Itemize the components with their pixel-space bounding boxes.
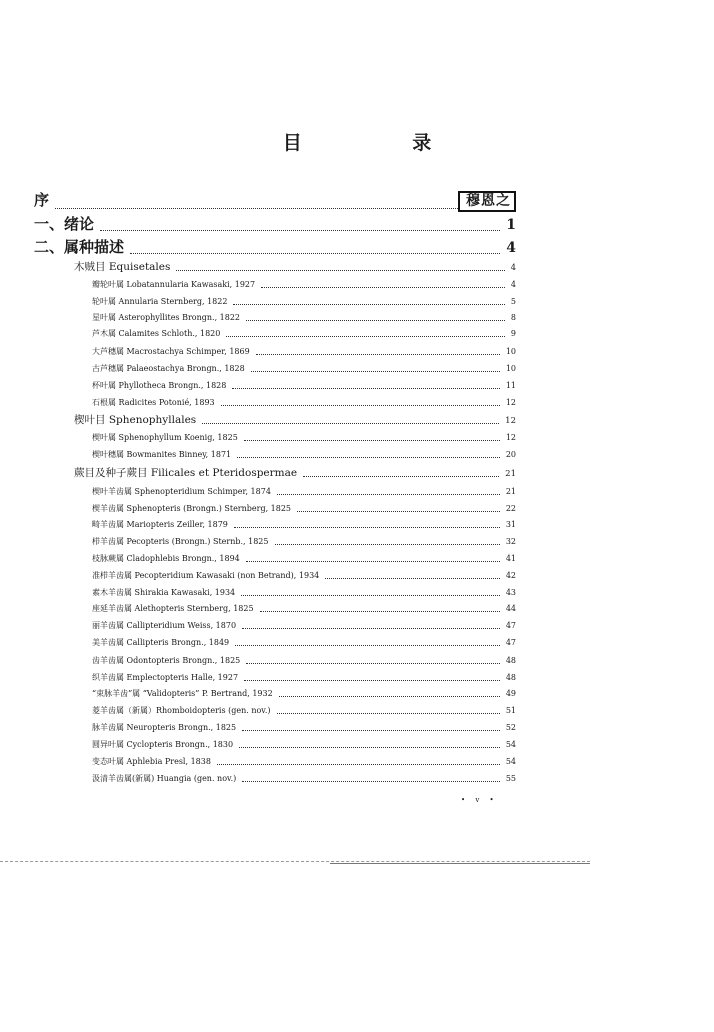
toc-label: 齿羊齿属 Odontopteris Brongn., 1825 <box>92 656 241 665</box>
toc-label: 木贼目 Equisetales <box>74 261 171 273</box>
toc-entry-genus[interactable] <box>92 312 516 323</box>
toc-page-number: 4 <box>506 240 516 256</box>
dot-leader <box>246 553 500 562</box>
toc-page-number: 10 <box>505 364 516 373</box>
dot-leader <box>202 413 499 425</box>
toc-entry-order[interactable] <box>74 259 516 274</box>
dot-leader <box>239 739 500 748</box>
toc-page-number: 10 <box>505 347 516 356</box>
dot-leader <box>251 363 500 372</box>
toc-label: 一、绪论 <box>34 215 95 233</box>
toc-entry-genus[interactable] <box>92 363 516 374</box>
toc-entry-genus[interactable] <box>92 486 516 497</box>
toc-label: 楔叶穗属 Bowmanites Binney, 1871 <box>92 450 232 459</box>
preface-author: 穆恩之 <box>458 191 516 212</box>
toc-label: 石根属 Radicites Potonié, 1893 <box>92 398 215 407</box>
scan-edge-line <box>0 861 590 862</box>
toc-label: 菱羊齿属（新属）Rhomboidopteris (gen. nov.) <box>92 706 271 715</box>
dot-leader <box>275 536 500 545</box>
toc-label: 杯叶属 Phyllotheca Brongn., 1828 <box>92 381 227 390</box>
toc-page-number: 31 <box>505 520 516 529</box>
toc-page-number: 4 <box>510 280 516 289</box>
toc-entry-genus[interactable] <box>92 279 516 290</box>
toc-page-number: 22 <box>505 504 516 513</box>
toc-page-number: 43 <box>505 588 516 597</box>
toc-entry-genus[interactable] <box>92 672 516 683</box>
toc-entry-genus[interactable] <box>92 397 516 408</box>
toc-entry-order[interactable] <box>74 465 516 480</box>
dot-leader <box>242 620 500 629</box>
dot-leader <box>130 238 500 254</box>
page-footer-number: • v • <box>461 796 498 804</box>
toc-page-number: 11 <box>505 381 516 390</box>
toc-page-number: 1 <box>506 217 516 233</box>
toc-page-number: 12 <box>505 433 516 442</box>
dot-leader <box>235 637 500 646</box>
toc-label: 星叶属 Asterophyllites Brongn., 1822 <box>92 313 241 322</box>
toc-page-number: 21 <box>505 469 516 479</box>
dot-leader <box>242 722 500 731</box>
toc-page-number: 47 <box>505 638 516 647</box>
toc-label: 楔叶属 Sphenophyllum Koenig, 1825 <box>92 433 238 442</box>
toc-entry-genus[interactable] <box>92 380 516 391</box>
toc-label: 准栉羊齿属 Pecopteridium Kawasaki (non Betrand), 1934 <box>92 571 320 580</box>
toc-label: 变态叶属 Aphlebia Presl, 1838 <box>92 757 211 766</box>
dot-leader <box>55 193 458 209</box>
toc-label: 丽羊齿属 Callipteridium Weiss, 1870 <box>92 621 237 630</box>
toc-entry-genus[interactable] <box>92 637 516 648</box>
toc-entry-genus[interactable] <box>92 722 516 733</box>
toc-label: 序 <box>34 191 50 209</box>
dot-leader <box>242 773 500 782</box>
toc-entry-genus[interactable] <box>92 620 516 631</box>
dot-leader <box>246 655 500 664</box>
scan-edge-line <box>330 863 590 864</box>
dot-leader <box>234 519 500 528</box>
toc-label: 芦木属 Calamites Schloth., 1820 <box>92 329 221 338</box>
toc-page-number: 54 <box>505 757 516 766</box>
toc-entry-preface[interactable] <box>34 189 516 212</box>
toc-page-number: 52 <box>505 723 516 732</box>
toc-label: 汲清羊齿属(新属) Huangia (gen. nov.) <box>92 774 237 783</box>
toc-entry-genus[interactable] <box>92 449 516 460</box>
toc-entry-genus[interactable] <box>92 587 516 598</box>
toc-label: 脉羊齿属 Neuropteris Brongn., 1825 <box>92 723 237 732</box>
toc-label: 蕨目及种子蕨目 Filicales et Pteridospermae <box>74 467 298 479</box>
toc-entry-genus[interactable] <box>92 553 516 564</box>
toc-entry-genus[interactable] <box>92 536 516 547</box>
toc-label: 素木羊齿属 Shirakia Kawasaki, 1934 <box>92 588 236 597</box>
toc-entry-genus[interactable] <box>92 773 516 784</box>
toc-label: 圆异叶属 Cyclopteris Brongn., 1830 <box>92 740 234 749</box>
toc-page-number: 8 <box>510 313 516 322</box>
toc-page-number: 32 <box>505 537 516 546</box>
dot-leader <box>237 449 500 458</box>
dot-leader <box>221 397 500 406</box>
toc-label: 瓣轮叶属 Lobatannularia Kawasaki, 1927 <box>92 280 256 289</box>
toc-entry-genus[interactable] <box>92 570 516 581</box>
toc-page-number: 4 <box>510 263 516 273</box>
toc-entry-genus[interactable] <box>92 432 516 443</box>
toc-label: 大芦穗属 Macrostachya Schimper, 1869 <box>92 347 250 356</box>
toc-page-number: 48 <box>505 673 516 682</box>
toc-page-number: 20 <box>505 450 516 459</box>
toc-entry-genus[interactable] <box>92 655 516 666</box>
toc-label: 座延羊齿属 Alethopteris Sternberg, 1825 <box>92 604 254 613</box>
dot-leader <box>303 466 499 478</box>
toc-entry-chapter[interactable] <box>34 236 516 257</box>
toc-page-number: 41 <box>505 554 516 563</box>
toc-entry-genus[interactable] <box>92 739 516 750</box>
toc-entry-genus[interactable] <box>92 603 516 614</box>
toc-entry-order[interactable] <box>74 412 516 427</box>
toc-page-number: 21 <box>505 487 516 496</box>
toc-label: 古芦穗属 Palaeostachya Brongn., 1828 <box>92 364 245 373</box>
toc-page-number: 55 <box>505 774 516 783</box>
toc-entry-genus[interactable] <box>92 688 516 699</box>
dot-leader <box>241 587 500 596</box>
dot-leader <box>260 603 500 612</box>
dot-leader <box>226 328 505 337</box>
toc-label: 楔叶羊齿属 Sphenopteridium Schimper, 1874 <box>92 487 271 496</box>
toc-label: 织羊齿属 Emplectopteris Halle, 1927 <box>92 673 239 682</box>
dot-leader <box>297 503 500 512</box>
dot-leader <box>232 380 499 389</box>
toc-page-number: 48 <box>505 656 516 665</box>
dot-leader <box>279 688 500 697</box>
toc-label: 枝脉蕨属 Cladophlebis Brongn., 1894 <box>92 554 240 563</box>
toc-entry-genus[interactable] <box>92 296 516 307</box>
dot-leader <box>261 279 505 288</box>
toc-label: 二、属种描述 <box>34 238 125 256</box>
toc-entry-genus[interactable] <box>92 328 516 339</box>
toc-label: 轮叶属 Annularia Sternberg, 1822 <box>92 297 228 306</box>
toc-label: “束脉羊齿”属 “Validopteris” P. Bertrand, 1932 <box>92 689 273 698</box>
toc-page-number: 47 <box>505 621 516 630</box>
dot-leader <box>325 570 500 579</box>
toc-label: 畸羊齿属 Mariopteris Zeiller, 1879 <box>92 520 228 529</box>
toc-entry-genus[interactable] <box>92 705 516 716</box>
dot-leader <box>244 672 500 681</box>
dot-leader <box>246 312 505 321</box>
toc-page-number: 42 <box>505 571 516 580</box>
toc-page-number: 5 <box>510 297 516 306</box>
toc-entry-genus[interactable] <box>92 519 516 530</box>
toc-page-number: 54 <box>505 740 516 749</box>
toc-label: 栉羊齿属 Pecopteris (Brongn.) Sternb., 1825 <box>92 537 269 546</box>
toc-entry-genus[interactable] <box>92 756 516 767</box>
dot-leader <box>277 705 500 714</box>
dot-leader <box>233 296 504 305</box>
toc-page-number: 44 <box>505 604 516 613</box>
toc-page-number: 49 <box>505 689 516 698</box>
toc-page-number: 51 <box>505 706 516 715</box>
toc-page-number: 12 <box>505 398 516 407</box>
dot-leader <box>244 432 500 441</box>
dot-leader <box>100 215 500 231</box>
toc-entry-genus[interactable] <box>92 346 516 357</box>
toc-entry-genus[interactable] <box>92 503 516 514</box>
toc-entry-chapter[interactable] <box>34 213 516 234</box>
toc-label: 美羊齿属 Callipteris Brongn., 1849 <box>92 638 230 647</box>
toc-label: 楔羊齿属 Sphenopteris (Brongn.) Sternberg, 1825 <box>92 504 292 513</box>
toc-label: 楔叶目 Sphenophyllales <box>74 414 197 426</box>
toc-page-number: 12 <box>505 416 516 426</box>
dot-leader <box>256 346 500 355</box>
dot-leader <box>217 756 500 765</box>
toc-page-number: 9 <box>510 329 516 338</box>
page-title: 目 录 <box>282 132 484 154</box>
dot-leader <box>277 486 500 495</box>
dot-leader <box>176 260 504 272</box>
